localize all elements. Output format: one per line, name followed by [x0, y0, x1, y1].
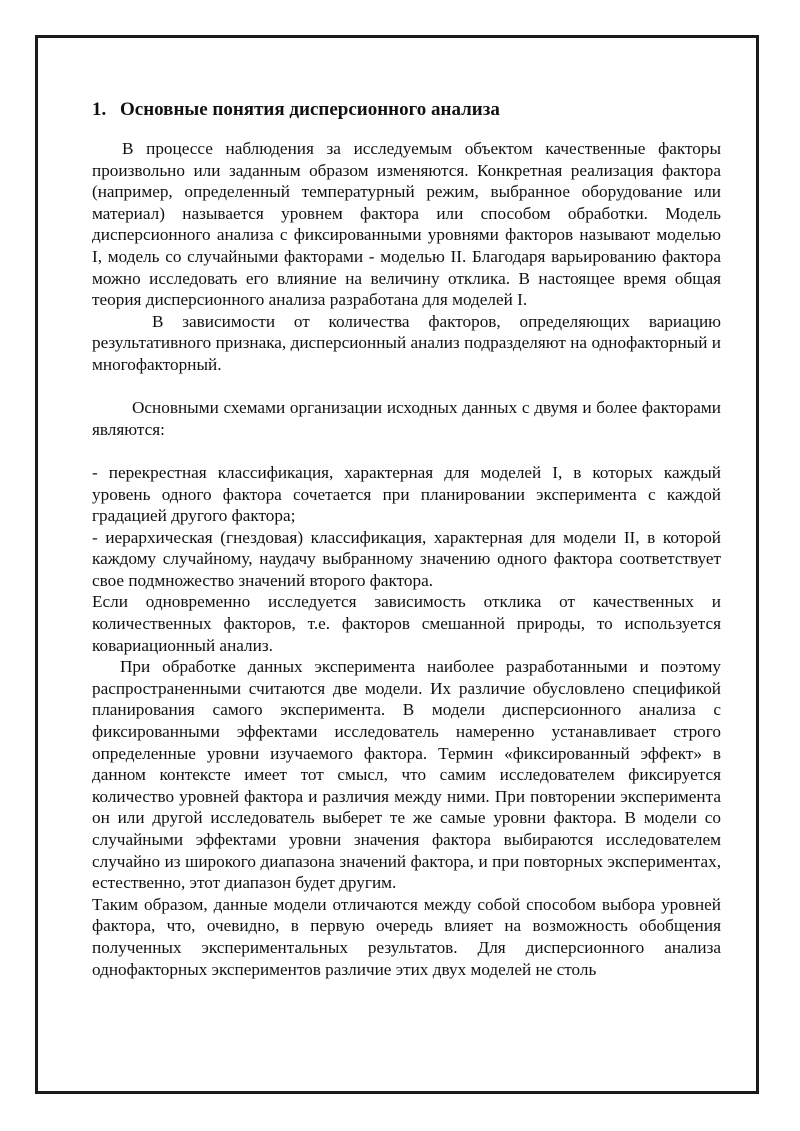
spacer	[92, 440, 721, 462]
section-number: 1.	[92, 99, 107, 120]
paragraph-conclusion: Таким образом, данные модели отличаются между собой способом выбора уровней фактора, что, очевидно, в первую очередь влияет на возможность обобщения полученных экспериментальных результатов. Для дисперсионного анализа однофакторных экспериментов различие этих двух моделей не столь	[92, 894, 721, 979]
paragraph-factor-count: В зависимости от количества факторов, определяющих вариацию результативного признака, дисперсионный анализ подразделяют на однофакторный и многофакторный.	[92, 311, 721, 374]
section-heading	[92, 98, 721, 122]
paragraph-covariance: Если одновременно исследуется зависимость отклика от качественных и количественных факторов, т.е. факторов смешанной природы, то используется ковариационный анализ.	[92, 592, 721, 655]
spacer	[92, 376, 721, 398]
paragraph-schemes: Основными схемами организации исходных данных с двумя и более факторами являются:	[92, 398, 721, 439]
list-item-hierarchical-classification: - иерархическая (гнездовая) классификация, характерная для модели II, в которой каждому случайному, наудачу выбранному значению одного фактора соответствует свое подмножество значений второго фактора.	[92, 527, 721, 590]
section-title: Основные понятия дисперсионного анализа	[120, 99, 500, 120]
document-body	[92, 98, 721, 980]
page-frame	[35, 35, 759, 1094]
paragraph-models: При обработке данных эксперимента наиболее разработанными и поэтому распространенными считаются две модели. Их различие обусловлено спецификой планирования самого эксперимента. В модели дисперсионного анализа с фиксированными эффектами исследователь намеренно устанавливает строго определенные уровни изучаемого фактора. Термин «фиксированный эффект» в данном контексте имеет тот смысл, что самим исследователем фиксируется количество уровней фактора и различия между ними. При повторении эксперимента он или другой исследователь выберет те же самые уровни фактора. В модели со случайными эффектами уровни значения фактора выбираются исследователем случайно из широкого диапазона значений фактора, и при повторных экспериментах, естественно, этот диапазон будет другим.	[92, 657, 721, 893]
paragraph-intro: В процессе наблюдения за исследуемым объектом качественные факторы произвольно или заданным образом изменяются. Конкретная реализация фактора (например, определенный температурный режим, выбранное оборудование или материал) называется уровнем фактора или способом обработки. Модель дисперсионного анализа с фиксированными уровнями факторов называют моделью I, модель со случайными факторами - моделью II. Благодаря варьированию фактора можно исследовать его влияние на величину отклика. В настоящее время общая теория дисперсионного анализа разработана для моделей I.	[92, 139, 721, 310]
list-item-cross-classification: - перекрестная классификация, характерная для моделей I, в которых каждый уровень одного фактора сочетается при планировании эксперимента с каждой градацией другого фактора;	[92, 462, 721, 526]
